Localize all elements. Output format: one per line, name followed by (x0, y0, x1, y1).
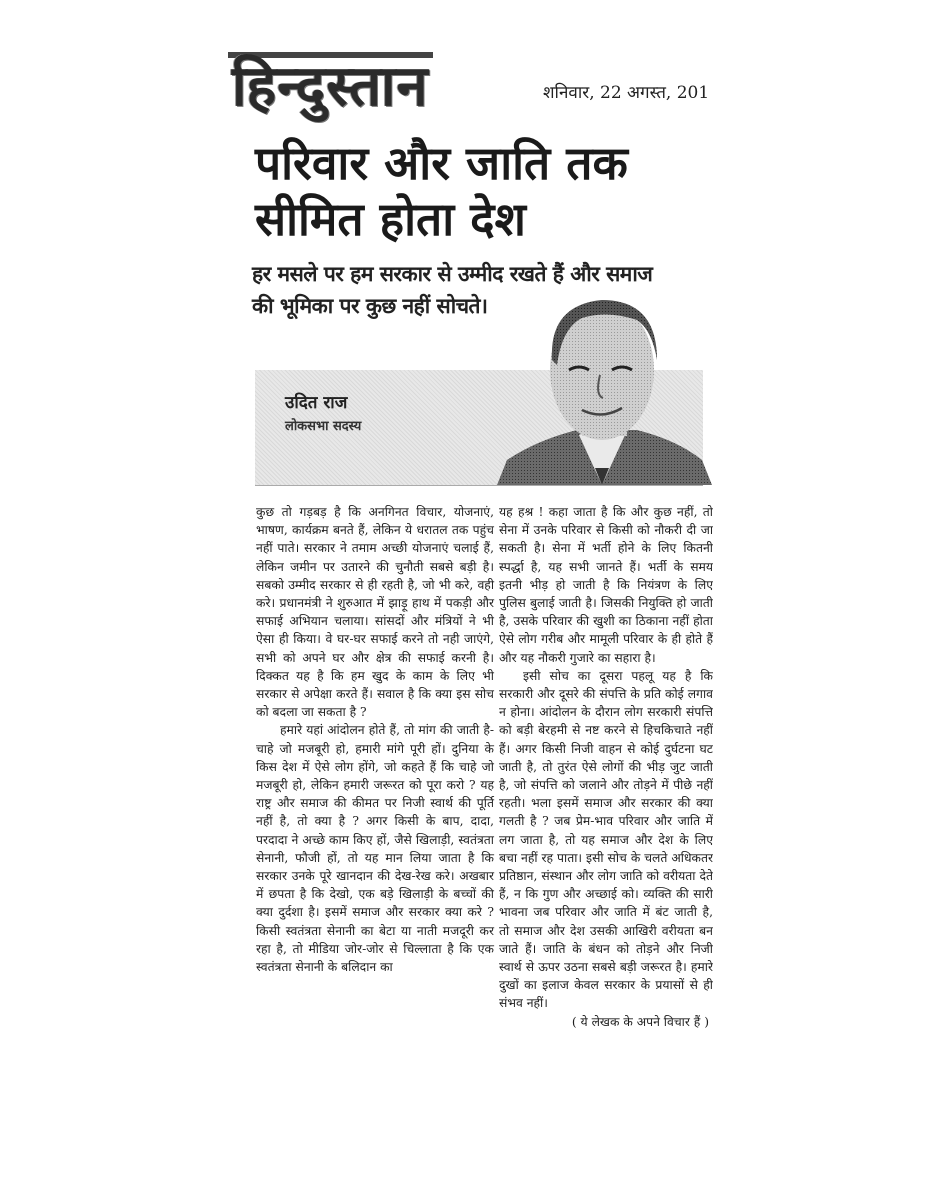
headline (255, 135, 725, 247)
newspaper-logo: हिन्दुस्तान (228, 52, 433, 118)
publication-date: शनिवार, 22 अगस्त, 201 (543, 83, 710, 103)
paragraph: हमारे यहां आंदोलन होते हैं, तो मांग की जाती है- चाहे जो मजबूरी हो, हमारी मांगे पूरी हों। दुनिया के किस देश में ऐसे लोग होंगे, जो कहते हैं कि चाहे जो मजबूरी हो, लेकिन हमारी जरूरत को पूरा करो ? यह राष्ट्र और समाज की कीमत पर निजी स्वार्थ की पूर्ति नहीं है, तो क्या है ? अगर किसी के बाप, दादा, परदादा ने अच्छे काम किए हों, जैसे खिलाड़ी, स्वतंत्रता सेनानी, फौजी हों, तो यह मान लिया जाता है कि सरकार उनके पूरे खानदान की देख-रेख करे। अखबार में छपता है कि देखो, एक बड़े खिलाड़ी के बच्चों की क्या दुर्दशा है। इसमें समाज और सरकार क्या करे ? किसी स्वतंत्रता सेनानी का बेटा या नाती मजदूरी कर रहा है, तो मीडिया जोर-जोर से चिल्लाता है कि एक स्वतंत्रता सेनानी के बलिदान का (256, 723, 494, 975)
paragraph: कुछ तो गड़बड़ है कि अनगिनत विचार, योजनाएं, भाषण, कार्यक्रम बनते हैं, लेकिन ये धरातल तक पहुंच नहीं पाते। सरकार ने तमाम अच्छी योजनाएं चलाई हैं, लेकिन जमीन पर उतारने की चुनौती सबसे बड़ी है। सबको उम्मीद सरकार से ही रहती है, जो भी करे, वही करे। प्रधानमंत्री ने शुरुआत में झाड़ू हाथ में पकड़ी और सफाई अभियान चलाया। सांसदों और मंत्रियों ने भी ऐसा ही किया। वे घर-घर सफाई करने तो नही जाएंगे, सभी को अपने घर और क्षेत्र की सफाई करनी है। दिक्कत यह है कि हम खुद के काम के लिए भी सरकार से अपेक्षा करते हैं। सवाल है कि क्या इस सोच को बदला जा सकता है ? (256, 505, 494, 720)
author-portrait (497, 290, 712, 485)
author-name: उदित राज (285, 393, 348, 413)
deck-subheadline: हर मसले पर हम सरकार से उम्मीद रखते हैं और समाज की भूमिका पर कुछ नहीं सोचते। (252, 262, 653, 318)
paragraph: इसी सोच का दूसरा पहलू यह है कि सरकारी और दूसरे की संपत्ति के प्रति कोई लगाव न होना। आंदोलन के दौरान लोग सरकारी संपत्ति को बड़ी बेरहमी से नष्ट करने से हिचकिचाते नहीं हैं। अगर किसी निजी वाहन से कोई दुर्घटना घट जाती है, तो तुरंत ऐसे लोगों की भीड़ जुट जाती है, जो संपत्ति को जलाने और तोड़ने में पीछे नहीं रहती। भला इसमें समाज और सरकार की क्या गलती है ? जब प्रेम-भाव परिवार और जाति में लग जाता है, तो यह समाज और देश के लिए बचा नहीं रह पाता। इसी सोच के चलते अधिकतर प्रतिष्ठान, संस्थान और लोग जाति को वरीयता देते हैं, न कि गुण और अच्छाई को। व्यक्ति की सारी भावना जब परिवार और जाति में बंट जाती है, तो समाज और देश उसकी आखिरी वरीयता बन जाते हैं। जाति के बंधन को तोड़ने और निजी स्वार्थ से ऊपर उठना सबसे बड़ी जरूरत है। हमारे दुखों का इलाज केवल सरकार के प्रयासों से ही संभव नहीं। (499, 668, 713, 1011)
author-disclaimer: ( ये लेखक के अपने विचार हैं ) (571, 1014, 709, 1029)
article-column-left (256, 503, 494, 976)
headline-line-2: सीमित होता देश (255, 192, 526, 246)
article-column-right (499, 503, 713, 1031)
headline-line-1: परिवार और जाति तक (255, 136, 628, 190)
author-title: लोकसभा सदस्य (285, 419, 362, 434)
portrait-illustration (497, 290, 712, 485)
paragraph: यह हश्र ! कहा जाता है कि और कुछ नहीं, तो सेना में उनके परिवार से किसी को नौकरी दी जा सकती है। सेना में भर्ती होने के लिए कितनी स्पर्द्धा है, यह सभी जानते हैं। भर्ती के समय इतनी भीड़ हो जाती है कि नियंत्रण के लिए पुलिस बुलाई जाती है। जिसकी नियुक्ति हो जाती है, उसके परिवार की खुशी का ठिकाना नहीं होता ऐसे लोग गरीब और मामूली परिवार के ही होते हैं और यह नौकरी गुजारे का सहारा है। (499, 505, 713, 665)
